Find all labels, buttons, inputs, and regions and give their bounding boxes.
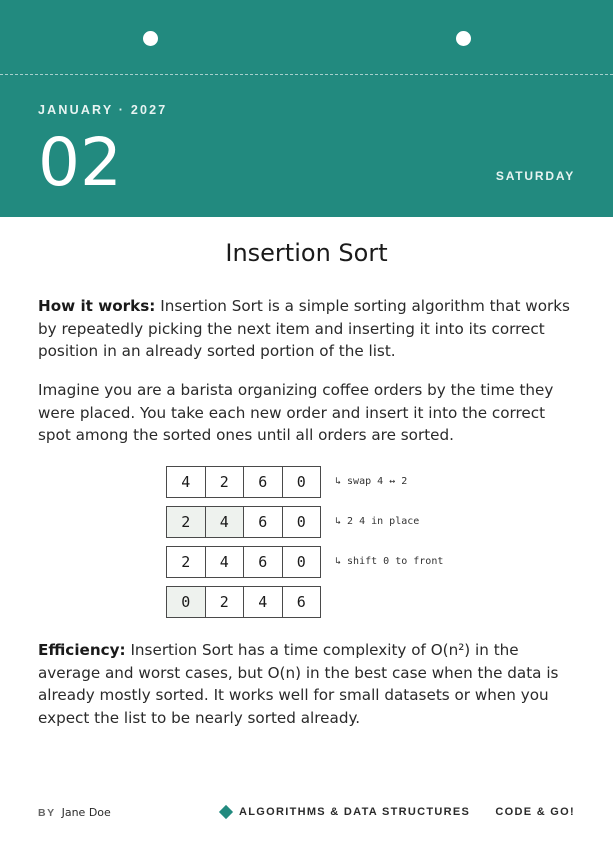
how-it-works-paragraph xyxy=(38,295,578,363)
diagram-cell: 6 xyxy=(244,547,283,577)
day-number: 02 xyxy=(38,124,122,201)
efficiency-label: Efficiency: xyxy=(38,641,126,659)
diagram-row xyxy=(166,546,321,578)
diagram-note: ↳ swap 4 ↔ 2 xyxy=(335,476,408,487)
diagram-cell: 0 xyxy=(167,587,206,617)
efficiency-paragraph xyxy=(38,639,578,729)
weekday: SATURDAY xyxy=(495,169,575,183)
diagram-row xyxy=(166,586,321,618)
author-name: Jane Doe xyxy=(61,806,111,819)
month-year: JANUARY · 2027 xyxy=(38,103,168,117)
perforation-line xyxy=(0,74,613,75)
category-label: ALGORITHMS & DATA STRUCTURES xyxy=(239,806,471,818)
page-title: Insertion Sort xyxy=(225,239,388,267)
how-it-works-text: Insertion Sort is a simple sorting algorithm that works by repeatedly picking the next item and inserting it into its correct position in an already sorted portion of the list. xyxy=(38,297,570,360)
brand: CODE & GO! xyxy=(495,806,575,818)
binding-hole-right xyxy=(456,31,471,46)
diagram-cell: 4 xyxy=(206,507,245,537)
diagram-cell: 2 xyxy=(167,507,206,537)
diagram-cell: 0 xyxy=(296,513,306,531)
diagram-cell: 4 xyxy=(167,467,206,497)
diagram-note: ↳ shift 0 to front xyxy=(335,556,444,567)
category xyxy=(221,806,470,818)
diagram-cell: 4 xyxy=(206,547,245,577)
diagram-cell: 4 xyxy=(244,587,283,617)
diamond-icon xyxy=(219,805,233,819)
binding-hole-left xyxy=(143,31,158,46)
diagram-cell: 6 xyxy=(296,593,306,611)
diagram-cell: 2 xyxy=(206,467,245,497)
efficiency-text: Insertion Sort has a time complexity of O(n²) in the average and worst cases, but O(n) in the best case when the data is already mostly sorted. It works well for small datasets or when you expect the list to be nearly sorted already. xyxy=(38,641,559,727)
calendar-header xyxy=(0,0,613,217)
diagram-note: ↳ 2 4 in place xyxy=(335,516,420,527)
diagram-cell: 0 xyxy=(296,473,306,491)
byline xyxy=(38,806,111,819)
diagram-cell: 0 xyxy=(296,553,306,571)
diagram-row xyxy=(166,506,321,538)
diagram-cell: 2 xyxy=(167,547,206,577)
how-it-works-label: How it works: xyxy=(38,297,156,315)
diagram-cell: 6 xyxy=(244,467,283,497)
analogy-paragraph: Imagine you are a barista organizing coffee orders by the time they were placed. You take each new order and insert it into the correct spot among the sorted ones until all orders are sorted. xyxy=(38,381,554,444)
diagram-cell: 6 xyxy=(244,507,283,537)
diagram-cell: 2 xyxy=(206,587,245,617)
diagram-row xyxy=(166,466,321,498)
by-label: BY xyxy=(38,807,56,819)
